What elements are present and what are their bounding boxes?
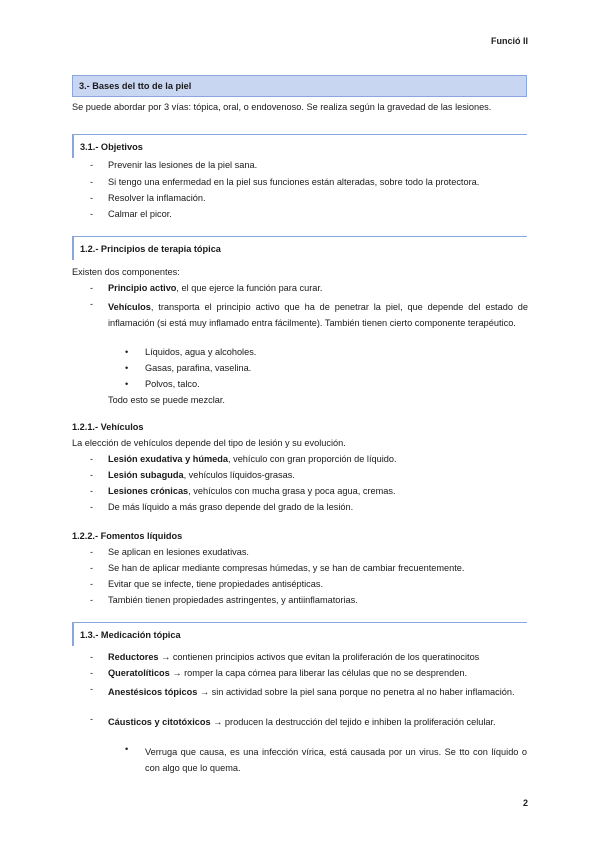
principios-title: 1.2.- Principios de terapia tópica bbox=[72, 236, 527, 260]
section-3-intro: Se puede abordar por 3 vías: tópica, oral, o endovenoso. Se realiza según la gravedad de las lesiones. bbox=[72, 102, 492, 112]
medicacion-title: 1.3.- Medicación tópica bbox=[72, 622, 527, 646]
document-page: Funció II 3.- Bases del tto de la piel Se puede abordar por 3 vías: tópica, oral, o endovenoso. Se realiza según la gravedad de las lesiones. 3.1.- Objetivos - Prevenir las lesiones de la piel sana. - Si tengo una enfermedad en la piel sus funciones están alteradas, sobre todo la protectora. - Resolver la inflamación. - Calmar el picor. 1.2.- Principios de terapia tópica Existen dos componentes: - Principio activo, el que ejerce la función para curar. - Vehículos, transporta el principio activo que ha de penetrar la piel, que depende del estado de inflamación (si está muy inflamado entra fácilmente). También tienen cierto componente terapéutico. • Líquidos, agua y alcoholes. • Gasas, parafina, vaselina. • Polvos, talco. Todo esto se puede mezclar. 1.2.1.- Vehículos La elección de vehículos depende del tipo de lesión y su evolución. - Lesión exudativa y húmeda, vehículo con gran proporción de líquido. - Lesión subaguda, vehículos líquidos-grasas. - Lesiones crónicas, vehículos con mucha grasa y poca agua, cremas. - De más líquido a más graso depende del grado de la lesión. 1.2.2.- Fomentos líquidos - Se aplican en lesiones exudativas. - Se han de aplicar mediante compresas húmedas, y se han de cambiar frecuentemente. - Evitar que se infecte, tiene propiedades antisépticas. - También tienen propiedades astringentes, y antiinflamatorias. 1.3.- Medicación tópica - Reductores → contienen principios activos que evitan la proliferación de los queratinocitos - Queratolíticos → romper la capa córnea para liberar las células que no se desprenden. - Anestésicos tópicos → sin actividad sobre la piel sana porque no penetra al no haber inflamación. - Cáusticos y citotóxicos → producen la destrucción del tejido e inhiben la proliferación celular. • Verruga que causa, es una infección vírica, está causada por un virus. Se tto con líquido o con algo que lo quema. 2 bbox=[72, 36, 528, 808]
page-number: 2 bbox=[522, 798, 528, 808]
fomentos-title: 1.2.2.- Fomentos líquidos bbox=[72, 531, 183, 541]
running-header: Funció II bbox=[491, 36, 528, 46]
vehiculos-title: 1.2.1.- Vehículos bbox=[72, 422, 144, 432]
section-3-title: 3.- Bases del tto de la piel bbox=[72, 75, 527, 97]
principios-intro: Existen dos componentes: bbox=[72, 267, 180, 277]
principios-note: Todo esto se puede mezclar. bbox=[108, 395, 225, 405]
objetivos-title: 3.1.- Objetivos bbox=[72, 134, 527, 158]
vehiculos-intro: La elección de vehículos depende del tipo de lesión y su evolución. bbox=[72, 438, 346, 448]
